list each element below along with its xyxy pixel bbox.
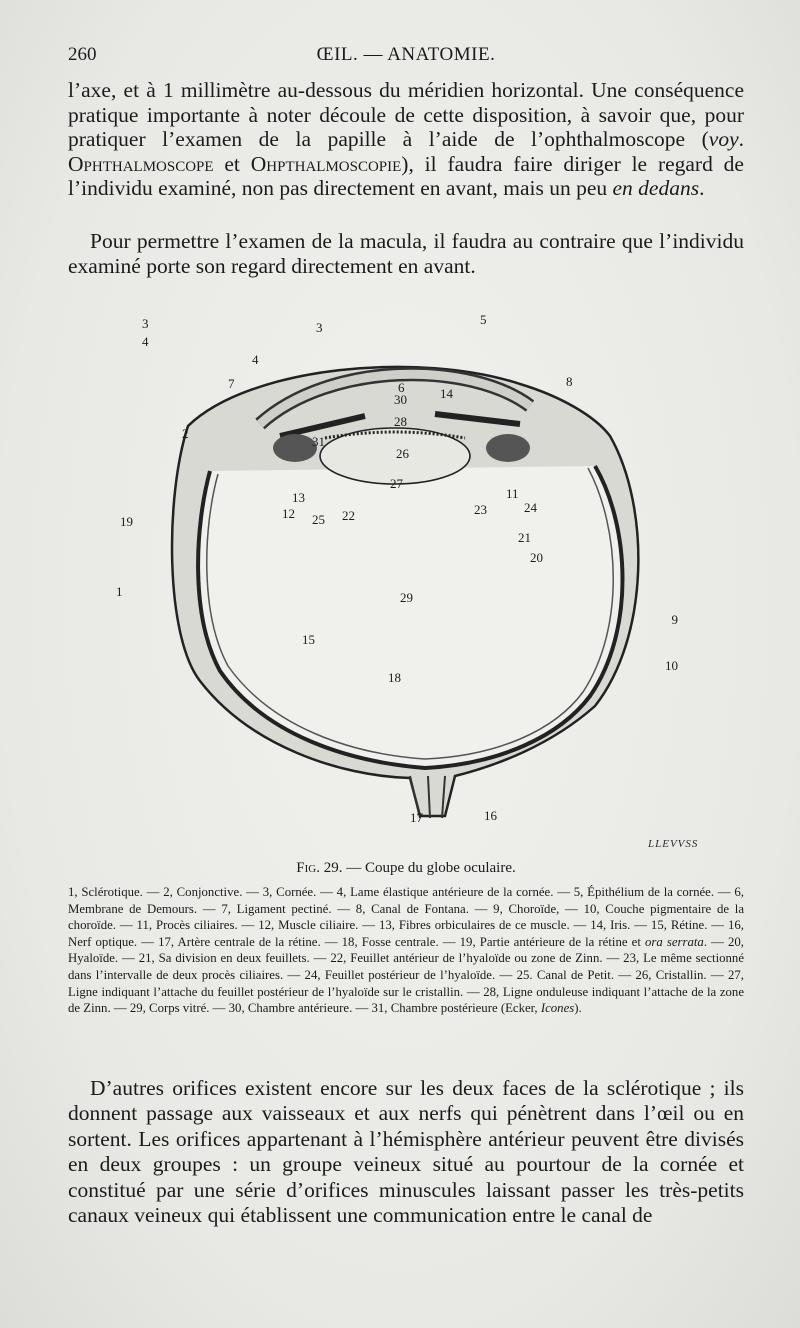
label-22: 22 [342,508,355,523]
label-3: 3 [316,320,323,335]
legend-text-c: ). [574,1001,582,1016]
page-number: 260 [68,44,97,65]
label-26: 26 [396,446,409,461]
label-19: 19 [120,514,133,529]
figure-caption-text: — Coupe du globe oculaire. [342,860,516,876]
label-28: 28 [394,414,407,429]
label-24: 24 [524,500,537,515]
paragraph-3 [68,1076,744,1228]
label-10: 10 [665,658,678,673]
eye-section-figure [90,306,678,836]
label-12: 12 [282,506,295,521]
label-30: 30 [394,392,407,407]
label-23: 23 [474,502,487,517]
label-9: 9 [671,612,678,627]
legend-text-b: . — 20, Hyaloïde. — 21, Sa division en deux feuillets. — 22, Feuillet antérieur de l’hyaloïde ou zone de Zinn. — 23, Le même sectionné dans l’intervalle de deux procès ciliaires. — 24, Feuillet postérieur de l’hyaloïde. — 25. Canal de Petit. — 26, Cristallin. — 27, Ligne indiquant l’attache du feuillet postérieur de l’hyaloïde sur le cristallin. — 28, Ligne onduleuse indiquant l’attache de la zone de Zinn. — 29, Corps vitré. — 30, Chambre antérieure. — 31, Chambre postérieure (Ecker, [68,934,744,1016]
paragraph-1-text-b: . [738,127,744,152]
label-17: 17 [410,810,423,825]
label-8: 8 [566,374,573,389]
label-20: 20 [530,550,543,565]
legend-text-a: 1, Sclérotique. — 2, Conjonctive. — 3, Cornée. — 4, Lame élastique antérieure de la cornée. — 5, Épithélium de la cornée. — 6, Membrane de Demours. — 7, Ligament pectiné. — 8, Canal de Fontana. — 9, Choroïde, — 10, Couche pigmentaire de la choroïde. — 11, Procès ciliaires. — 12, Muscle ciliaire. — 13, Fibres orbiculaires de ce muscle. — 14, Iris. — 15, Rétine. — 16, Nerf optique. — 17, Artère centrale de la rétine. — 18, Fosse centrale. — 19, Partie antérieure de la rétine et [68,885,744,949]
label-3-4-bottom: 4 [142,334,149,349]
label-29: 29 [400,590,413,605]
paragraph-1-text-d: ), il faudra faire diriger le regard de l’individu examiné, non pas directement en avant, mais un peu [68,151,744,201]
label-5: 5 [480,312,487,327]
label-7: 7 [228,376,235,391]
label-25: 25 [312,512,325,527]
label-21: 21 [518,530,531,545]
paragraph-3-text: D’autres orifices existent encore sur les deux faces de la sclérotique ; ils donnent passage aux vaisseaux et aux nerfs qui pénètrent dans l’œil ou en sortent. Les orifices appartenant à l’hémisphère antérieur peuvent être divisés en deux groupes : un groupe veineux situé au pourtour de la cornée et constitué par une série d’orifices minuscules laissant passer les très-petits canaux veineux qui établissent une communication entre le canal de [68,1076,744,1228]
ciliary-body-right [486,434,530,462]
running-title: ŒIL. — ANATOMIE. [316,44,496,65]
label-13: 13 [292,490,305,505]
label-15: 15 [302,632,315,647]
eye-diagram [90,306,678,836]
label-11: 11 [506,486,519,501]
paragraph-1-text-c: et [213,151,251,176]
legend-ora-serrata: ora serrata [644,934,704,949]
paragraph-2-text: Pour permettre l’examen de la macula, il faudra au contraire que l’individu examiné porte son regard directement en avant. [68,229,744,278]
paragraph-1-text-a: l’axe, et à 1 millimètre au-dessous du méridien horizontal. Une conséquence pratique importante à noter découle de cette disposition, à savoir que, pour pratiquer l’examen de la papille à l’aide de l’ophthalmoscope ( [68,78,744,152]
figure-number: Fig. 29. [296,860,343,876]
label-3-4-top: 3 [142,316,149,331]
paragraph-1-text-e: . [699,176,705,201]
label-14: 14 [440,386,453,401]
label-1: 1 [116,584,123,599]
label-27: 27 [390,476,403,491]
crossref-ophthalmoscopie: Ohpthalmoscopie [250,151,402,176]
label-18: 18 [388,670,401,685]
voy-italic: voy [708,127,739,152]
crossref-ophthalmoscope: Ophthalmoscope [68,151,214,176]
figure-caption [68,860,744,877]
label-16: 16 [484,808,497,823]
label-2: 2 [182,426,189,441]
label-6: 6 [398,380,405,395]
figure-legend [68,884,744,1017]
engraver-signature: LLEVVSS [648,838,699,850]
label-31: 31 [312,434,325,449]
legend-icones: Icones [540,1001,575,1016]
running-header [68,44,744,72]
ciliary-body-left [273,434,317,462]
paragraph-2 [68,229,744,278]
label-4: 4 [252,352,259,367]
paragraph-1 [68,78,744,201]
en-dedans-italic: en dedans [612,176,700,201]
